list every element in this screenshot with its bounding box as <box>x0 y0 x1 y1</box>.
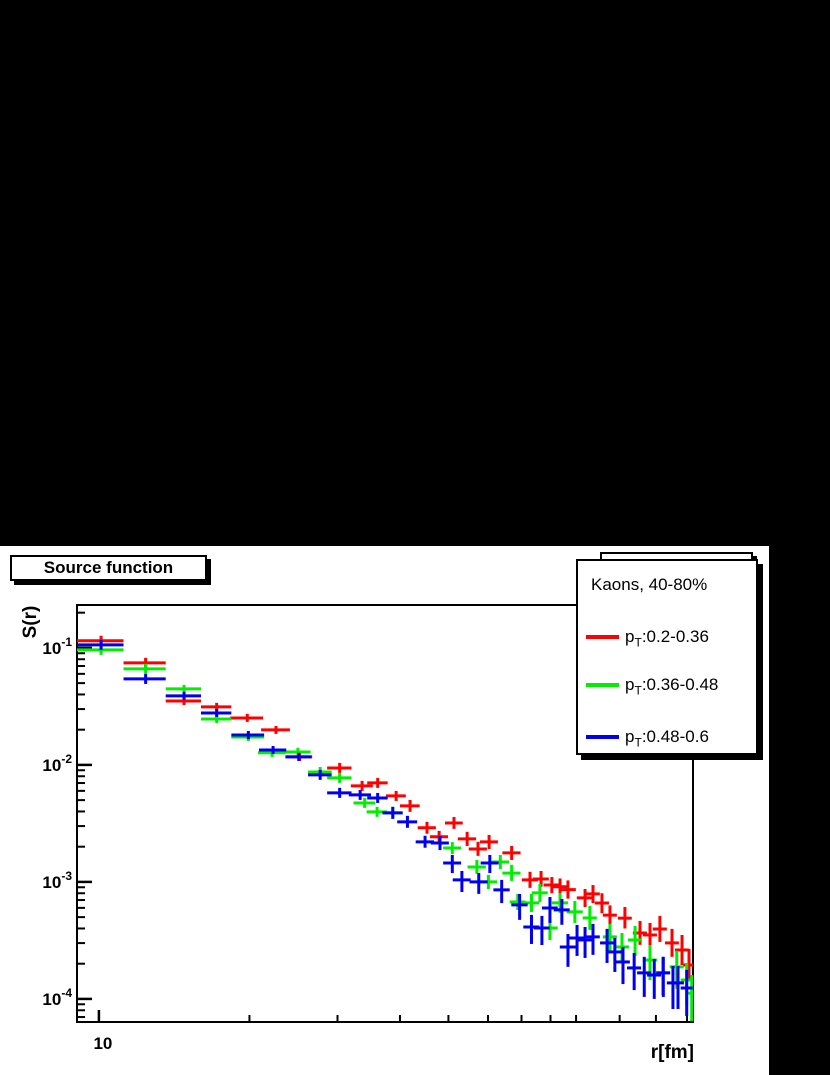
svg-text:10-3: $10^{-3}$ <box>42 868 72 892</box>
x-axis-title: r[fm] <box>650 1042 694 1063</box>
legend-line-blue <box>586 735 619 739</box>
x-axis <box>93 1010 687 1053</box>
y-axis-title: S(r) <box>20 605 41 639</box>
legend-entry-pt-0.2-0.36 <box>578 625 756 649</box>
svg-text:10: 10 <box>93 1034 113 1053</box>
svg-text:10-2: $10^{-2}$ <box>42 751 72 775</box>
svg-text:10-4: $10^{-4}$ <box>42 985 72 1009</box>
legend-box <box>576 559 758 755</box>
plot-title-box <box>10 555 207 581</box>
legend-line-red <box>586 635 619 639</box>
svg-text:10-1: $10^{-1}$ <box>42 634 72 658</box>
y-axis <box>42 613 92 1017</box>
legend-entry-pt-0.36-0.48 <box>578 673 756 697</box>
root-pad <box>0 546 769 1075</box>
legend-entry-pt-0.48-0.6 <box>578 725 756 749</box>
plot-title: Source function <box>43 558 174 577</box>
legend-line-green <box>586 683 619 687</box>
legend-title: Kaons, 40-80% <box>591 575 708 594</box>
legend-label: $p_T:0.2-0.36$ <box>625 627 709 650</box>
legend-label: $p_T:0.48-0.6$ <box>625 727 709 750</box>
legend-label: $p_T:0.36-0.48$ <box>625 675 719 698</box>
